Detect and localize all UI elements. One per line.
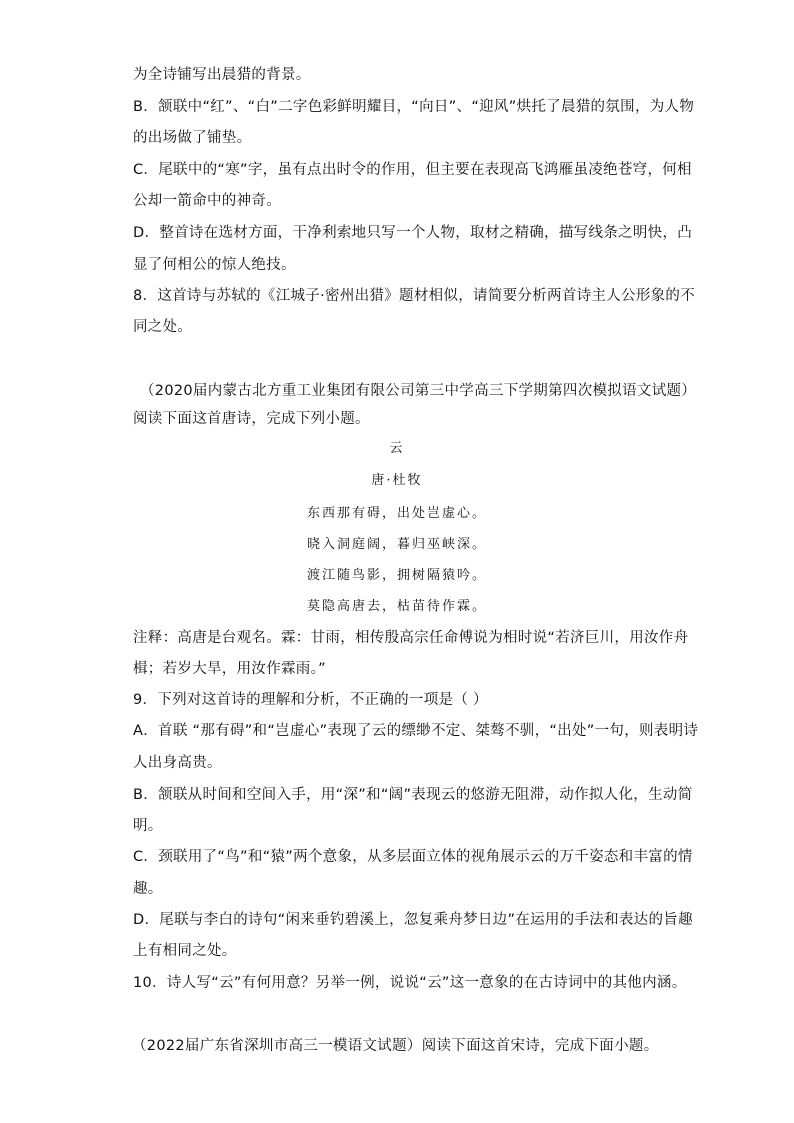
text-line: 上有相同之处。 <box>133 943 237 959</box>
question-8: 8．这首诗与苏轼的《江城子·密州出猎》题材相似，请简要分析两首诗主人公形象的不 <box>133 288 696 304</box>
option-b: B．颔联从时间和空间入手，用“深”和“阔”表现云的悠游无阻滞，动作拟人化，生动简 <box>133 787 693 803</box>
source-citation: （2020届内蒙古北方重工业集团有限公司第三中学高三下学期第四次模拟语文试题） <box>140 383 697 399</box>
text-line: 显了何相公的惊人绝技。 <box>133 257 296 273</box>
instruction: 阅读下面这首唐诗，完成下列小题。 <box>133 411 370 427</box>
text-line: D．整首诗在选材方面，干净利索地只写一个人物，取材之精确，描写线条之明快，凸 <box>133 225 693 241</box>
poem-line: 莫隐高唐去，枯苗待作霖。 <box>306 599 487 614</box>
text-line: 公却一箭命中的神奇。 <box>133 193 281 209</box>
text-line: 明。 <box>133 818 163 834</box>
text-line: B．颔联中“红”、“白”二字色彩鲜明耀目，“向日”、“迎风”烘托了晨猎的氛围，为人物 <box>133 99 695 115</box>
text-line: C．尾联中的“寒”字，虽有点出时令的作用，但主要在表现高飞鸿雁虽凌绝苍穹，何相 <box>133 162 692 178</box>
poem-author: 唐·杜牧 <box>371 473 423 488</box>
option-c: C．颈联用了“鸟”和“猿”两个意象，从多层面立体的视角展示云的万千姿态和丰富的情 <box>133 849 693 865</box>
poem-line: 东西那有碍，出处岂虚心。 <box>306 506 487 521</box>
poem-title: 云 <box>389 441 405 456</box>
option-a: A．首联 “那有碍”和“岂虚心”表现了云的缥缈不定、桀骜不驯，“出处”一句，则表明诗 <box>133 723 699 739</box>
question-10: 10．诗人写“云”有何用意？另举一例，说说“云”这一意象的在古诗词中的其他内涵。 <box>133 975 687 991</box>
text-line: 为全诗铺写出晨猎的背景。 <box>133 67 311 83</box>
text-line: 同之处。 <box>133 319 193 335</box>
annotation: 楫；若岁大旱，用汝作霖雨。” <box>133 661 326 677</box>
option-d: D．尾联与李白的诗句“闲来垂钓碧溪上，忽复乘舟梦日边”在运用的手法和表达的旨趣 <box>133 912 693 928</box>
annotation: 注释：高唐是台观名。霖：甘雨，相传殷高宗任命傅说为相时说“若济巨川，用汝作舟 <box>133 630 689 646</box>
text-line: 人出身高贵。 <box>133 755 222 771</box>
question-9: 9．下列对这首诗的理解和分析，不正确的一项是（ ） <box>133 692 488 708</box>
poem-line: 晓入洞庭阔，暮归巫峡深。 <box>306 537 487 552</box>
text-line: 趣。 <box>133 881 163 897</box>
source-citation: （2022届广东省深圳市高三一模语文试题）阅读下面这首宋诗，完成下面小题。 <box>132 1038 659 1054</box>
text-line: 的出场做了铺垫。 <box>133 130 252 146</box>
poem-line: 渡江随鸟影，拥树隔猿吟。 <box>306 568 487 583</box>
